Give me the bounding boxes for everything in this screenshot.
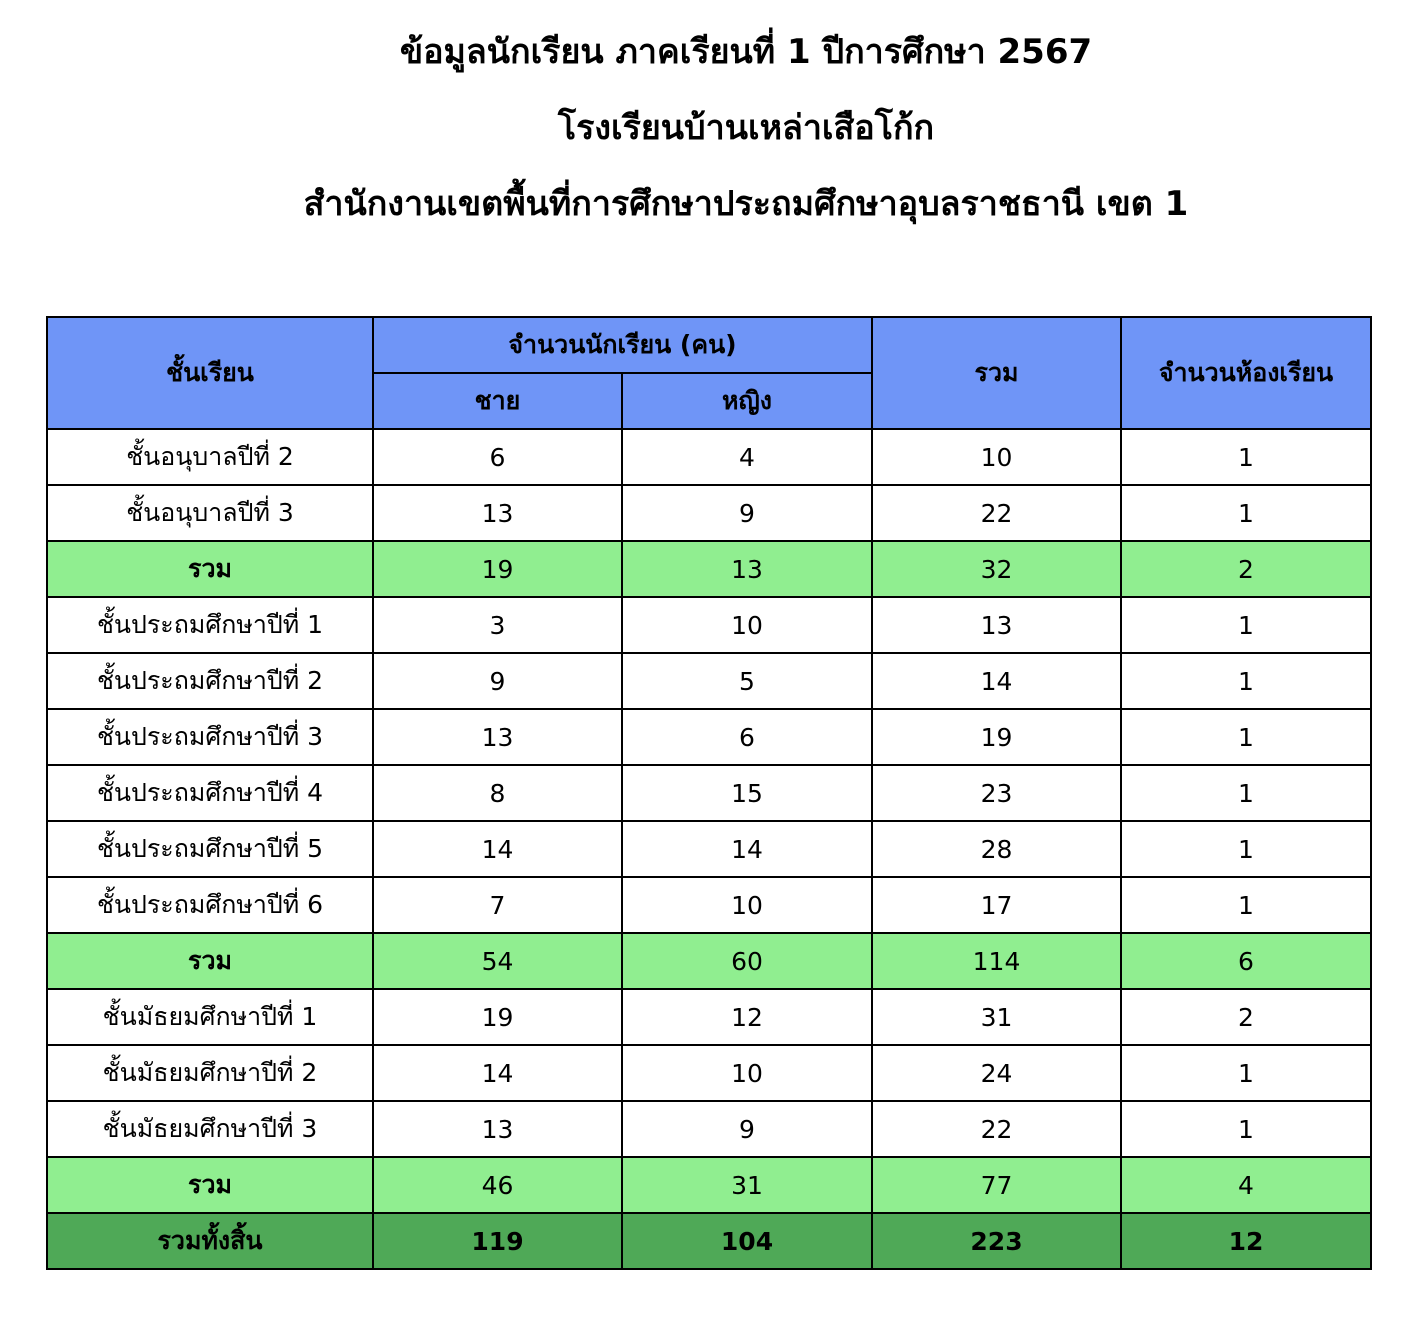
table-row — [47, 1045, 1371, 1101]
male-cell: 13 — [373, 709, 622, 765]
rooms-cell: 1 — [1121, 877, 1371, 933]
header-students: จำนวนนักเรียน (คน) — [373, 317, 872, 373]
rooms-cell: 1 — [1121, 429, 1371, 485]
total-cell: 17 — [872, 877, 1121, 933]
rooms-cell: 1 — [1121, 485, 1371, 541]
grade-cell: ชั้นอนุบาลปีที่ 2 — [47, 429, 373, 485]
subtotal-label: รวม — [47, 541, 373, 597]
table-row — [47, 989, 1371, 1045]
header-female: หญิง — [622, 373, 872, 429]
female-cell: 60 — [622, 933, 872, 989]
male-cell: 46 — [373, 1157, 622, 1213]
subtotal-row-secondary — [47, 1157, 1371, 1213]
male-cell: 13 — [373, 1101, 622, 1157]
grand-total-row — [47, 1213, 1371, 1269]
rooms-cell: 1 — [1121, 709, 1371, 765]
rooms-cell: 1 — [1121, 1101, 1371, 1157]
female-cell: 12 — [622, 989, 872, 1045]
male-cell: 19 — [373, 989, 622, 1045]
total-cell: 14 — [872, 653, 1121, 709]
total-cell: 77 — [872, 1157, 1121, 1213]
rooms-cell: 6 — [1121, 933, 1371, 989]
total-cell: 13 — [872, 597, 1121, 653]
grade-cell: ชั้นอนุบาลปีที่ 3 — [47, 485, 373, 541]
table-row — [47, 709, 1371, 765]
subtotal-label: รวม — [47, 1157, 373, 1213]
male-cell: 119 — [373, 1213, 622, 1269]
table-row — [47, 653, 1371, 709]
male-cell: 14 — [373, 1045, 622, 1101]
male-cell: 3 — [373, 597, 622, 653]
table-row — [47, 1101, 1371, 1157]
header-male: ชาย — [373, 373, 622, 429]
total-cell: 32 — [872, 541, 1121, 597]
grade-cell: ชั้นประถมศึกษาปีที่ 3 — [47, 709, 373, 765]
female-cell: 4 — [622, 429, 872, 485]
rooms-cell: 12 — [1121, 1213, 1371, 1269]
female-cell: 31 — [622, 1157, 872, 1213]
female-cell: 104 — [622, 1213, 872, 1269]
female-cell: 10 — [622, 1045, 872, 1101]
subtotal-row-kindergarten — [47, 541, 1371, 597]
header-total: รวม — [872, 317, 1121, 429]
grade-cell: ชั้นมัธยมศึกษาปีที่ 3 — [47, 1101, 373, 1157]
grade-cell: ชั้นประถมศึกษาปีที่ 2 — [47, 653, 373, 709]
title-line-2: โรงเรียนบ้านเหล่าเสือโก้ก — [557, 108, 935, 148]
rooms-cell: 2 — [1121, 541, 1371, 597]
header-rooms: จำนวนห้องเรียน — [1121, 317, 1371, 429]
table-row — [47, 877, 1371, 933]
female-cell: 15 — [622, 765, 872, 821]
grade-cell: ชั้นประถมศึกษาปีที่ 4 — [47, 765, 373, 821]
female-cell: 9 — [622, 1101, 872, 1157]
student-stats-table — [46, 316, 1372, 1270]
header-row-1 — [47, 317, 1371, 373]
table-row — [47, 429, 1371, 485]
female-cell: 10 — [622, 597, 872, 653]
rooms-cell: 1 — [1121, 1045, 1371, 1101]
female-cell: 5 — [622, 653, 872, 709]
male-cell: 9 — [373, 653, 622, 709]
total-cell: 22 — [872, 485, 1121, 541]
table-row — [47, 597, 1371, 653]
total-cell: 23 — [872, 765, 1121, 821]
rooms-cell: 1 — [1121, 821, 1371, 877]
female-cell: 9 — [622, 485, 872, 541]
rooms-cell: 2 — [1121, 989, 1371, 1045]
total-cell: 22 — [872, 1101, 1121, 1157]
grade-cell: ชั้นประถมศึกษาปีที่ 1 — [47, 597, 373, 653]
table-row — [47, 821, 1371, 877]
rooms-cell: 1 — [1121, 765, 1371, 821]
male-cell: 7 — [373, 877, 622, 933]
total-cell: 223 — [872, 1213, 1121, 1269]
table-row — [47, 485, 1371, 541]
female-cell: 14 — [622, 821, 872, 877]
total-cell: 114 — [872, 933, 1121, 989]
rooms-cell: 1 — [1121, 597, 1371, 653]
title-line-1: ข้อมูลนักเรียน ภาคเรียนที่ 1 ปีการศึกษา 2567 — [399, 32, 1093, 72]
subtotal-row-primary — [47, 933, 1371, 989]
male-cell: 13 — [373, 485, 622, 541]
male-cell: 14 — [373, 821, 622, 877]
male-cell: 6 — [373, 429, 622, 485]
female-cell: 13 — [622, 541, 872, 597]
grade-cell: ชั้นประถมศึกษาปีที่ 5 — [47, 821, 373, 877]
table-row — [47, 765, 1371, 821]
grade-cell: ชั้นมัธยมศึกษาปีที่ 1 — [47, 989, 373, 1045]
subtotal-label: รวม — [47, 933, 373, 989]
male-cell: 54 — [373, 933, 622, 989]
document-title — [0, 14, 1402, 242]
rooms-cell: 4 — [1121, 1157, 1371, 1213]
title-line-3: สำนักงานเขตพื้นที่การศึกษาประถมศึกษาอุบลราชธานี เขต 1 — [303, 184, 1189, 224]
male-cell: 8 — [373, 765, 622, 821]
female-cell: 6 — [622, 709, 872, 765]
female-cell: 10 — [622, 877, 872, 933]
male-cell: 19 — [373, 541, 622, 597]
total-cell: 24 — [872, 1045, 1121, 1101]
grand-total-label: รวมทั้งสิ้น — [47, 1213, 373, 1269]
rooms-cell: 1 — [1121, 653, 1371, 709]
total-cell: 10 — [872, 429, 1121, 485]
table-body — [47, 429, 1371, 1269]
table-header — [47, 317, 1371, 429]
header-grade: ชั้นเรียน — [47, 317, 373, 429]
grade-cell: ชั้นประถมศึกษาปีที่ 6 — [47, 877, 373, 933]
total-cell: 19 — [872, 709, 1121, 765]
total-cell: 31 — [872, 989, 1121, 1045]
total-cell: 28 — [872, 821, 1121, 877]
grade-cell: ชั้นมัธยมศึกษาปีที่ 2 — [47, 1045, 373, 1101]
